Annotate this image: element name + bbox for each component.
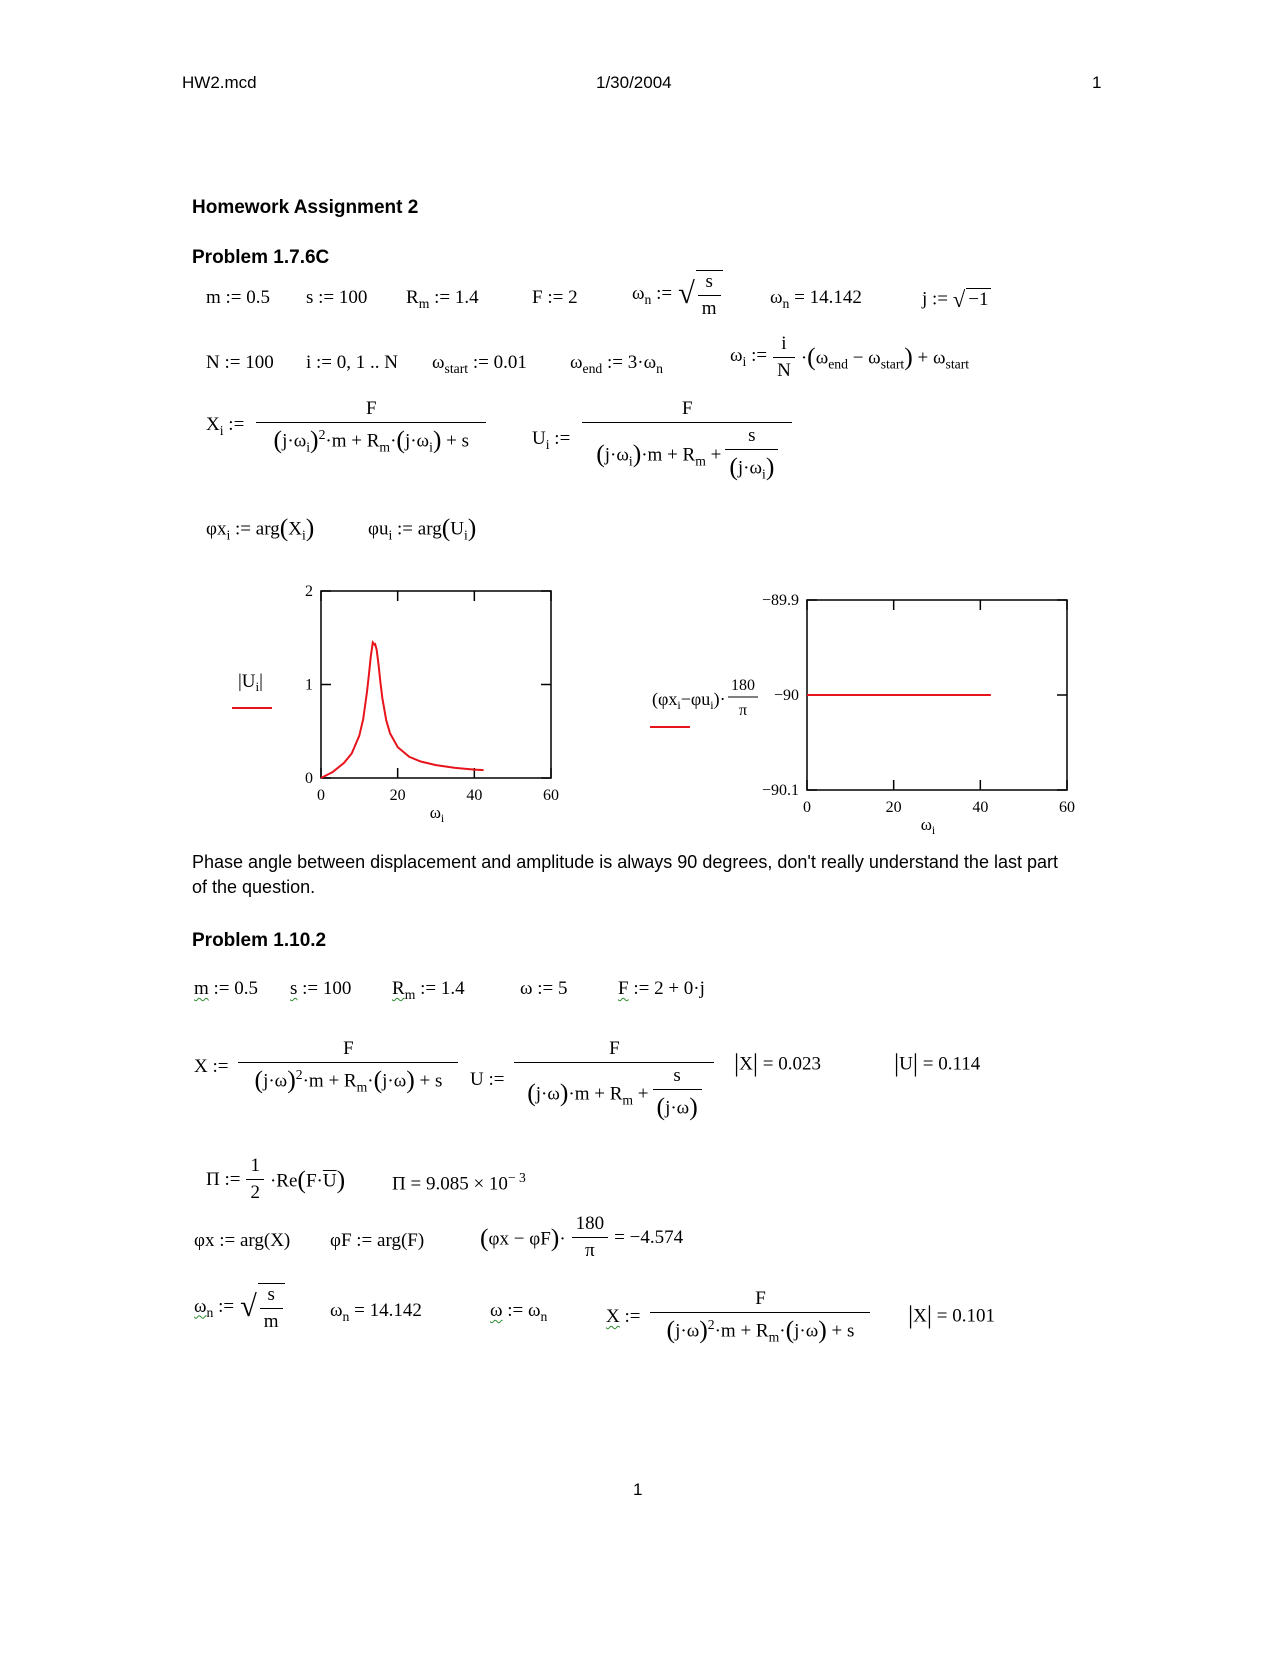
eq2-omega-assign: ω := $\omega_n$ <box>490 1300 548 1324</box>
eq-mass: m := 0.5 <box>206 287 271 308</box>
eq-omega-i: $\omega_i$ := $\frac{i}{N}$ $\cdot(\omega_{end} - \omega_{start}) + \omega_{start}$ <box>730 333 970 381</box>
eq2-phase-f: φF := arg(F) <box>330 1230 425 1251</box>
eq-index-range: i := 0, 1 .. N <box>306 352 399 373</box>
chart2-legend <box>650 677 758 727</box>
velocity-magnitude-chart <box>222 580 562 830</box>
eq2-displacement: X := $\frac{F}{(j\cdot\omega)^2\cdot m + R_m\cdot(j\cdot\omega) + s}$ <box>194 1038 458 1096</box>
eq-N: N := 100 <box>206 352 274 373</box>
chart2-xtick-label: 0 <box>803 799 811 816</box>
eq2-abs-x-resonance-result: |X| = 0.101 <box>908 1300 995 1329</box>
chart1-legend-label: $|U_i|$ <box>238 671 263 694</box>
chart1-xlabel: $\omega_i$ <box>429 803 445 825</box>
problem-1-note: Phase angle between displacement and amplitude is always 90 degrees, don't really understand the last part of the question. <box>192 852 1058 897</box>
eq-natural-frequency-result: $\omega_n = 14.142$ <box>770 287 862 311</box>
chart2-ytick-label: −90 <box>773 687 799 704</box>
chart2-xtick-label: 40 <box>972 799 989 816</box>
chart2-ytick-label: −90.1 <box>761 782 799 799</box>
eq2-omega: ω := 5 <box>520 978 568 999</box>
chart1-xtick-label: 20 <box>389 787 406 804</box>
eq2-velocity: U := F $(j\cdot\omega)\cdot m + R_m$ + $\frac{s}{(j\cdot\omega)}$ <box>470 1038 714 1122</box>
svg-text:π: π <box>738 702 748 719</box>
header-filename: HW2.mcd <box>182 73 257 92</box>
eq-phase-u: $\varphi u_i$ := $arg(U_i)$ <box>368 513 477 543</box>
chart1-xtick-label: 60 <box>543 787 559 804</box>
eq2-displacement-at-resonance: X := $\frac{F}{(j\cdot\omega)^2\cdot m + R_m\cdot(j\cdot\omega) + s}$ <box>606 1288 870 1346</box>
eq2-power-result: $\Pi = 9.085 \times 10^{- 3}$ <box>392 1170 526 1195</box>
eq-imaginary-unit: j := √ −1 <box>922 287 989 312</box>
svg-text:180: 180 <box>731 677 755 694</box>
eq2-phase-difference: (φx − φF)· $\frac{180}{\pi}$ = −4.574 <box>480 1213 684 1261</box>
eq2-abs-x-result: |X| = 0.023 <box>734 1048 821 1077</box>
problem-2-title: Problem 1.10.2 <box>192 930 327 951</box>
chart2-xlabel: $\omega_i$ <box>920 815 936 837</box>
chart1-plot-frame <box>321 591 551 778</box>
chart2-xtick-label: 20 <box>885 799 902 816</box>
chart2-xtick-label: 60 <box>1059 799 1075 816</box>
header-page-number: 1 <box>1092 73 1102 92</box>
eq2-natural-frequency-def: $\omega_n$ := √ $\frac{s}{m}$ <box>194 1283 285 1333</box>
eq2-stiffness: s := 100 <box>290 978 352 999</box>
chart1-series-line <box>321 642 484 778</box>
problem-1-title: Problem 1.7.6C <box>192 247 330 268</box>
eq2-natural-frequency-result: $\omega_n = 14.142$ <box>330 1300 422 1324</box>
eq2-mass: m := 0.5 <box>194 978 259 999</box>
chart1-ytick-label: 1 <box>305 676 313 694</box>
eq-resistance: $R_m$ := 1.4 <box>406 287 479 311</box>
header-date: 1/30/2004 <box>596 73 672 92</box>
chart1-xtick-label: 0 <box>317 787 325 804</box>
eq-natural-frequency-def: $\omega_n$ := √ $\frac{s}{m}$ <box>632 270 723 320</box>
eq-displacement-xi: $X_i$ := $\frac{F}{(j\cdot\omega_i)^2\cdot m + R_m\cdot(j\cdot\omega_i) + s}$ <box>206 398 486 456</box>
chart2-ytick-label: −89.9 <box>761 592 799 609</box>
phase-difference-chart <box>640 590 1075 850</box>
chart1-ytick-label: 0 <box>305 770 313 787</box>
eq-omega-start: $\omega_{start}$ := 0.01 <box>432 352 527 376</box>
eq2-resistance: $R_m$ := 1.4 <box>392 978 465 1002</box>
chart1-xtick-label: 40 <box>466 787 483 804</box>
eq-omega-end: $\omega_{end}$ := $3\cdot\omega_n$ <box>570 352 663 376</box>
eq-stiffness: s := 100 <box>306 287 368 308</box>
eq2-abs-u-result: |U| = 0.114 <box>894 1048 981 1077</box>
document-title: Homework Assignment 2 <box>192 197 419 218</box>
eq-phase-x: $\varphi x_i$ := $arg(X_i)$ <box>206 513 315 543</box>
chart1-legend <box>232 671 272 708</box>
eq2-force: F := 2 + 0·j <box>618 978 705 999</box>
eq-velocity-ui: $U_i$ := F $(j\cdot\omega_i)\cdot m + R_m$ + $\frac{s}{(j\cdot\omega_i)}$ <box>532 398 792 483</box>
eq-force: F := 2 <box>532 287 578 308</box>
chart1-ytick-label: 2 <box>305 583 313 600</box>
footer-page-number: 1 <box>633 1480 643 1499</box>
eq2-phase-x: φx := arg(X) <box>194 1230 291 1251</box>
eq2-power-def: Π := $\frac{1}{2}$ $\cdot Re(F\cdot\overline{U})$ <box>206 1155 346 1203</box>
chart2-legend-label: $(\varphi x_i-\varphi u_i)\cdot$ <box>652 689 726 712</box>
